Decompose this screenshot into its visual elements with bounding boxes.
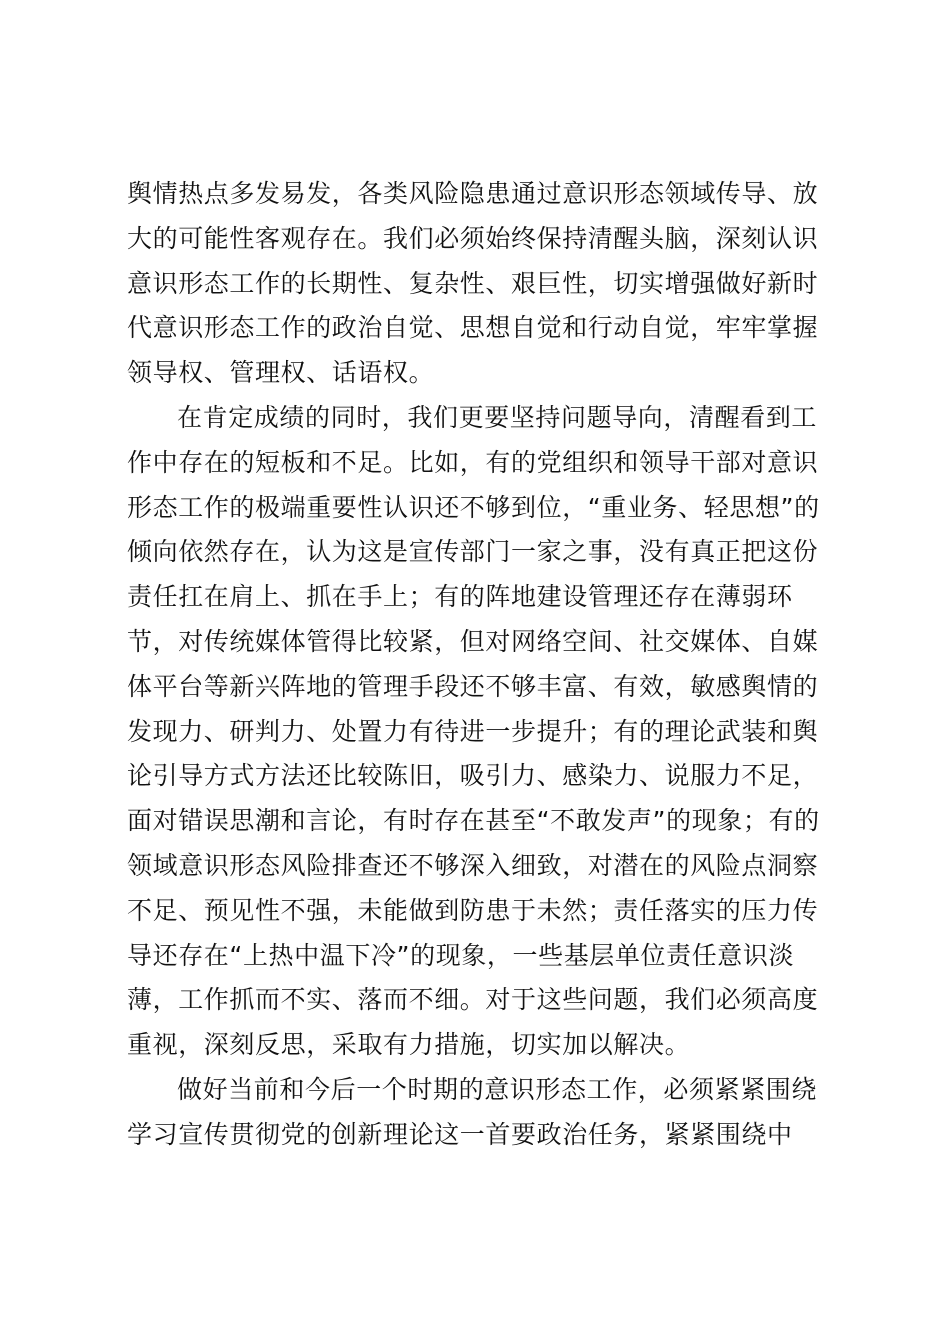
text-line: 不足、预见性不强，未能做到防患于未然；责任落实的压力传 xyxy=(127,895,819,925)
text-line: 面对错误思潮和言论，有时存在甚至“不敢发声”的现象；有的 xyxy=(127,806,820,836)
text-line: 意识形态工作的长期性、复杂性、艰巨性，切实增强做好新时 xyxy=(127,268,819,298)
text-line: 代意识形态工作的政治自觉、思想自觉和行动自觉，牢牢掌握 xyxy=(127,313,819,343)
text-line: 舆情热点多发易发，各类风险隐患通过意识形态领域传导、放 xyxy=(127,179,819,208)
text-line: 学习宣传贯彻党的创新理论这一首要政治任务，紧紧围绕中 xyxy=(127,1119,793,1149)
text-line: 重视，深刻反思，采取有力措施，切实加以解决。 xyxy=(127,1030,691,1060)
text-line: 导还存在“上热中温下冷”的现象，一些基层单位责任意识淡 xyxy=(127,940,795,970)
text-line: 薄，工作抓而不实、落而不细。对于这些问题，我们必须高度 xyxy=(127,985,819,1015)
text-line: 形态工作的极端重要性认识还不够到位，“重业务、轻思想”的 xyxy=(127,492,820,522)
text-line: 责任扛在肩上、抓在手上；有的阵地建设管理还存在薄弱环 xyxy=(127,582,793,612)
text-line: 倾向依然存在，认为这是宣传部门一家之事，没有真正把这份 xyxy=(127,537,819,567)
paragraph-first-line: 在肯定成绩的同时，我们更要坚持问题导向，清醒看到工 xyxy=(177,402,818,432)
text-line: 论引导方式方法还比较陈旧，吸引力、感染力、说服力不足， xyxy=(127,761,819,791)
text-line: 发现力、研判力、处置力有待进一步提升；有的理论武装和舆 xyxy=(127,716,819,746)
document-body xyxy=(127,172,819,1158)
paragraph-first-line: 做好当前和今后一个时期的意识形态工作，必须紧紧围绕 xyxy=(177,1074,818,1104)
text-line: 大的可能性客观存在。我们必须始终保持清醒头脑，深刻认识 xyxy=(127,223,819,253)
text-line: 领导权、管理权、话语权。 xyxy=(127,358,435,388)
text-line: 体平台等新兴阵地的管理手段还不够丰富、有效，敏感舆情的 xyxy=(127,671,819,701)
text-line: 领域意识形态风险排查还不够深入细致，对潜在的风险点洞察 xyxy=(127,850,819,880)
text-line: 作中存在的短板和不足。比如，有的党组织和领导干部对意识 xyxy=(127,447,819,477)
text-line: 节，对传统媒体管得比较紧，但对网络空间、社交媒体、自媒 xyxy=(127,626,819,656)
